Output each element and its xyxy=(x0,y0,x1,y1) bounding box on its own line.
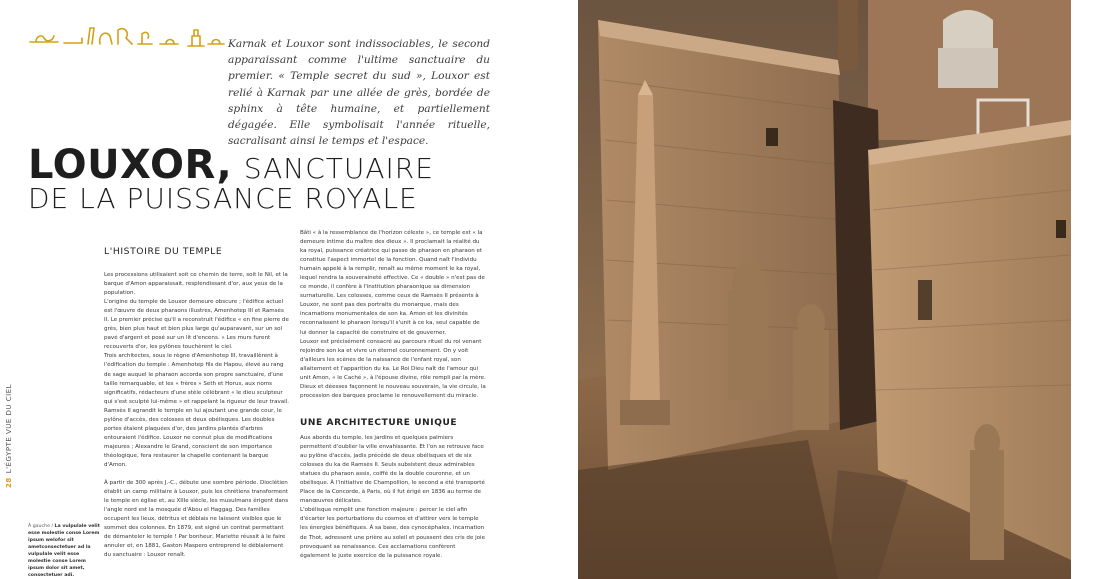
caption-direction: À gauche / xyxy=(28,524,54,529)
running-head: L'ÉGYPTE VUE DU CIEL xyxy=(5,383,13,474)
folio xyxy=(5,384,13,488)
paragraph: Aux abords du temple, les jardins et quelques palmiers permettent d'oublier la ville envahissante. Et l'on se retrouve face au pylône d'accès, jadis précédé de deux obélisques et de six colosses du ka de Ramsès II. Seuls subsistent deux admirables statues du pharaon assis, coiffé de la double couronne, et un obélisque. À l'initiative de Champollion, le second a été transporté Place de la Concorde, à Paris, où il fut érigé en 1836 au terme de manœuvres délicates. xyxy=(300,435,485,505)
paragraph: L'origine du temple de Louxor demeure obscure ; l'édifice actuel est l'œuvre de deux pharaons illustres, Amenhotep III et Ramsès II. Le premier précise qu'il a reconstruit l'édifice « en fine pierre de grès, bien plus haut et bien plus large qu'auparavant, sur un sol pavé d'argent et posé sur un lit d'encens. » Les murs furent recouverts d'or, les pylônes touchèrent le ciel. xyxy=(104,299,289,351)
hieroglyph-band-icon xyxy=(28,20,228,54)
right-margin xyxy=(1071,0,1101,579)
caption-body: La vulpulale velit esse molestie conse Lorem ipsum welofor sit ametconsectetuer ad la vulpulale velit esse molestie conse Lorem ipsum dolor sit amet, consectetuer adi. xyxy=(28,524,100,578)
paragraph: Trois architectes, sous le règne d'Amenhotep III, travaillèrent à l'édification du temple : Amenhotep fils de Hapou, élevé au rang de sage auquel le pharaon accorda son propre sanctuaire, d'une taille remarquable, et les « frères » Seth et Horus, aux noms significatifs, rédacteurs d'une stèle célébrant « le dieu sculpteur qui s'est sculpté lui-même » et rappelant la rigueur de leur travail. xyxy=(104,353,290,405)
paragraph: Louxor est précisément consacré au parcours rituel du roi venant rejoindre son ka et vivre un éternel couronnement. On y voit d'ailleurs les scènes de la naissance de l'enfant royal, son allaitement et l'apparition du ka. Le Roi Dieu naît de l'amour qui unit Amon, « le Caché », à l'épouse divine, rôle rempli par la mère. Dieux et déesses façonnent le nouveau souverain, la vie circule, la procession des barques proclame le renouvellement du miracle. xyxy=(300,338,486,399)
title-line1-rest: SANCTUAIRE xyxy=(243,152,434,185)
paragraph: Bâti « à la ressemblance de l'horizon céleste », ce temple est « la demeure intime du maître des dieux ». Il proclamait la réalité du ka royal, puissance créatrice qui passe de pharaon en pharaon et constitue l'aspect immortel de la fonction. Quand naît l'individu humain appelé à la remplir, renaît au même moment le ka royal, lequel rendra la souveraineté effective. Ce « double » n'est pas de ce monde, il confère à l'institution pharaonique sa dimension surnaturelle. Les colosses, comme ceux de Ramsès II présents à Louxor, ne sont pas des portraits du monarque, mais des incarnations monumentales de son ka. Amon et les divinités reconnaissent le pharaon lorsqu'il s'unit à ce ka, seul capable de lui donner la capacité de construire et de gouverner. xyxy=(300,230,485,336)
text-column-1 xyxy=(104,271,290,571)
section-heading-histoire: L'HISTOIRE DU TEMPLE xyxy=(104,246,223,257)
text-column-2-top xyxy=(300,229,486,413)
page-number: 28 xyxy=(5,477,13,488)
photo-caption xyxy=(28,523,100,579)
title-line2: DE LA PUISSANCE ROYALE xyxy=(28,182,418,215)
paragraph: Les processions utilisaient soit ce chemin de terre, soit le Nil, et la barque d'Amon apparaissait, resplendissant d'or, aux yeux de la population. xyxy=(104,272,288,297)
paragraph: À partir de 300 après J.-C., débute une sombre période. Dioclétien établit un camp militaire à Louxor, puis les chrétiens transforment le temple en église et, au XIIIe siècle, les musulmans érigent dans l'angle nord est la mosquée d'Abou el Haggag. Des familles occupent les lieux, détritus et déblais ne laissent visibles que le sommet des colonnes. En 1879, est signé un contrat permettant de démanteler le temple ! Par bonheur, Mariette réussit à le faire annuler et, en 1881, Gaston Maspero entreprend le déblaiement du sanctuaire : Louxor renaît. xyxy=(104,480,289,559)
text-column-2-bottom xyxy=(300,434,486,574)
aerial-photo xyxy=(578,0,1071,579)
temple-illustration xyxy=(578,0,1071,579)
paragraph: L'obélisque remplit une fonction majeure : percer le ciel afin d'écarter les perturbations du cosmos et d'attirer vers le temple les énergies bénéfiques. À sa base, des cynocéphales, incarnation de Thot, adressent une prière au soleil et poussent des cris de joie provoquant sa renaissance. Ces acclamations confèrent également le juste exercice de la puissance royale. xyxy=(300,507,486,559)
page-title xyxy=(28,142,573,215)
paragraph: Ramsès II agrandit le temple en lui ajoutant une grande cour, le pylône d'accès, des colosses et deux obélisques. Les doubles portes étaient plaquées d'or, des jardins plantés d'arbres entouraient l'édifice. Louxor ne connut plus de modifications majeures ; Alexandre le Grand, conscient de son importance théologique, fera restaurer la chapelle contenant la barque d'Amon. xyxy=(104,407,282,468)
intro-text: Karnak et Louxor sont indissociables, le second apparaissant comme l'ultime sanctuaire du premier. « Temple secret du sud », Louxor est relié à Karnak par une allée de grès, bordée de sphinx à tête humaine, et partiellement dégagée. Elle symbolisait l'année rituelle, sacralisant ainsi le temps et l'espace. xyxy=(228,38,490,148)
section-heading-architecture: UNE ARCHITECTURE UNIQUE xyxy=(300,418,458,428)
title-bold: LOUXOR, xyxy=(28,142,233,188)
